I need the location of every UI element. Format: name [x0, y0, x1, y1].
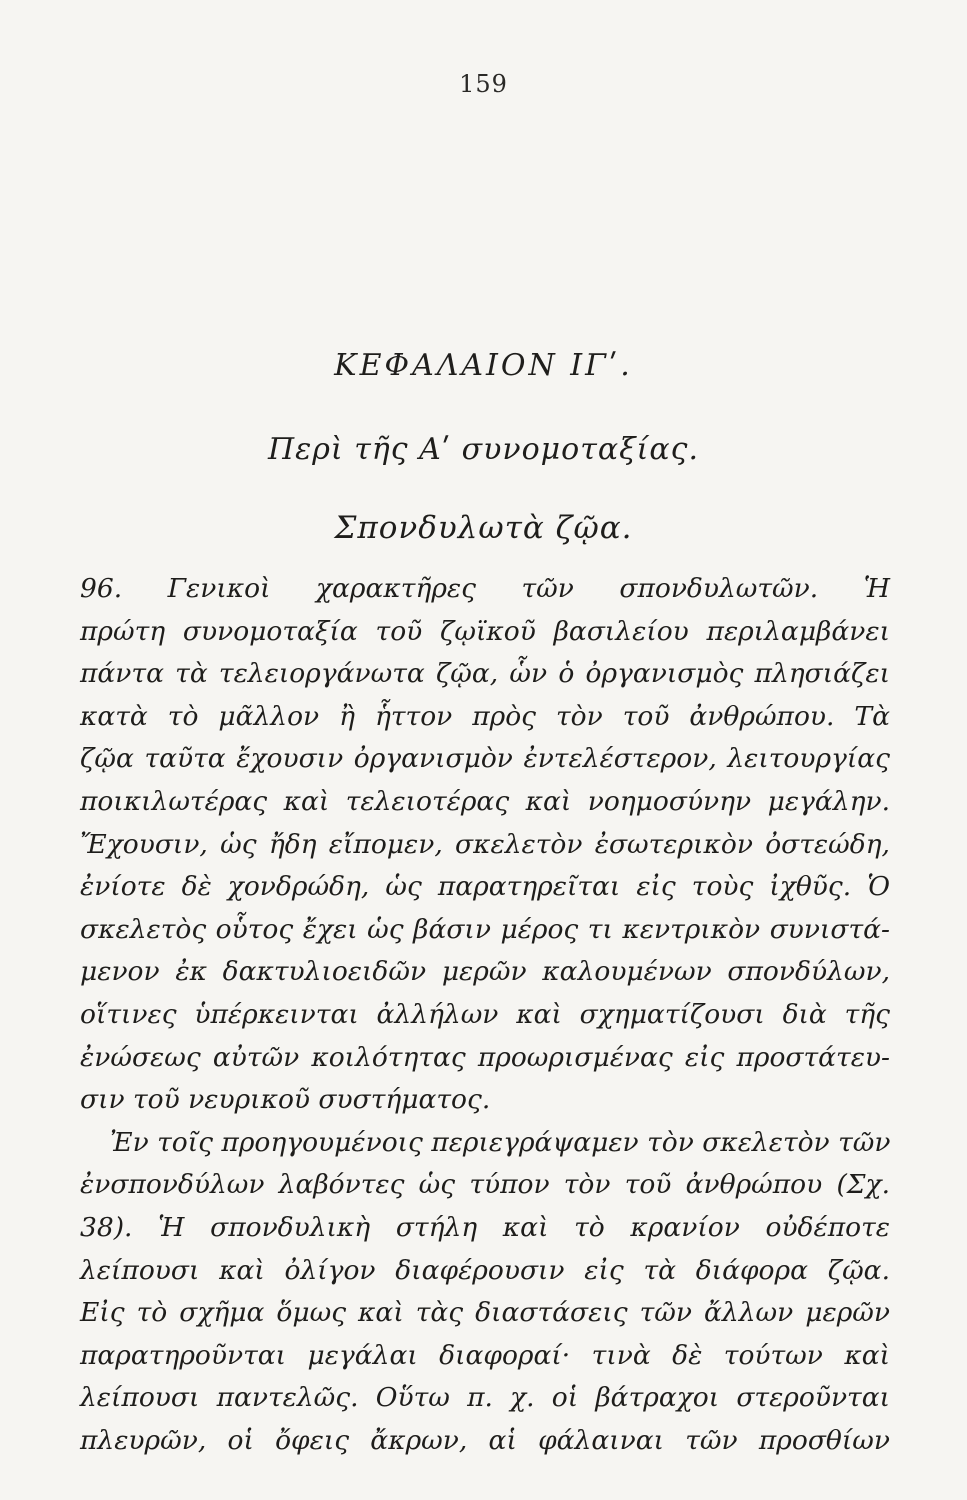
text-line: οἵτινες ὑπέρκεινται ἀλλήλων καὶ σχηματίζουσι διὰ τῆς: [80, 998, 890, 1030]
text-line: 38). Ἡ σπονδυλικὴ στήλη καὶ τὸ κρανίον οὐδέποτε: [80, 1211, 890, 1243]
text-line: σκελετὸς οὗτος ἔχει ὡς βάσιν μέρος τι κεντρικὸν συνιστά-: [80, 913, 890, 945]
text-line: ζῷα ταῦτα ἔχουσιν ὀργανισμὸν ἐντελέστερον, λειτουργίας: [80, 743, 890, 775]
text-line: πάντα τὰ τελειοργάνωτα ζῷα, ὧν ὁ ὀργανισμὸς πλησιάζει: [80, 658, 890, 690]
paragraph-1: [80, 568, 890, 1122]
text-line: μενον ἐκ δακτυλιοειδῶν μερῶν καλουμένων σπονδύλων,: [80, 956, 890, 988]
text-line: ποικιλωτέρας καὶ τελειοτέρας καὶ νοημοσύνην μεγάλην.: [80, 785, 890, 817]
paragraph-2: [80, 1122, 890, 1463]
text-line: σιν τοῦ νευρικοῦ συστήματος.: [80, 1084, 491, 1116]
text-line: 96. Γενικοὶ χαρακτῆρες τῶν σπονδυλωτῶν. Ἡ: [80, 573, 890, 604]
page-number: 159: [459, 70, 508, 98]
text-line: παρατηροῦνται μεγάλαι διαφοραί· τινὰ δὲ τούτων καὶ: [80, 1339, 890, 1371]
body-text: [80, 568, 890, 1462]
text-line: ἐνσπονδύλων λαβόντες ὡς τύπον τὸν τοῦ ἀνθρώπου (Σχ.: [80, 1169, 890, 1201]
text-line: ἐνώσεως αὐτῶν κοιλότητας προωρισμένας εἰς προστάτευ-: [80, 1041, 890, 1073]
text-line: ἐνίοτε δὲ χονδρώδη, ὡς παρατηρεῖται εἰς τοὺς ἰχθῦς. Ὁ: [80, 871, 890, 903]
text-line: Εἰς τὸ σχῆμα ὅμως καὶ τὰς διαστάσεις τῶν ἄλλων μερῶν: [80, 1297, 890, 1329]
text-line: κατὰ τὸ μᾶλλον ἢ ἧττον πρὸς τὸν τοῦ ἀνθρώπου. Τὰ: [80, 700, 890, 732]
text-line: Ἔχουσιν, ὡς ἤδη εἴπομεν, σκελετὸν ἐσωτερικὸν ὀστεώδη,: [80, 828, 890, 860]
text-line: λείπουσι καὶ ὀλίγον διαφέρουσιν εἰς τὰ διάφορα ζῷα.: [80, 1254, 890, 1286]
section-title: Περὶ τῆς Αʹ συνομοταξίας.: [268, 432, 699, 467]
text-line: πλευρῶν, οἱ ὄφεις ἄκρων, αἱ φάλαιναι τῶν προσθίων: [80, 1424, 890, 1456]
text-line: λείπουσι παντελῶς. Οὕτω π. χ. οἱ βάτραχοι στεροῦνται: [80, 1382, 890, 1414]
text-line: Ἐν τοῖς προηγουμένοις περιεγράψαμεν τὸν σκελετὸν τῶν: [110, 1126, 891, 1158]
text-line: πρώτη συνομοταξία τοῦ ζῳϊκοῦ βασιλείου περιλαμβάνει: [80, 615, 890, 647]
sub-title: Σπονδυλωτὰ ζῷα.: [334, 510, 633, 546]
chapter-title: ΚΕΦΑΛΑΙΟΝ ΙΓʹ.: [334, 348, 633, 383]
